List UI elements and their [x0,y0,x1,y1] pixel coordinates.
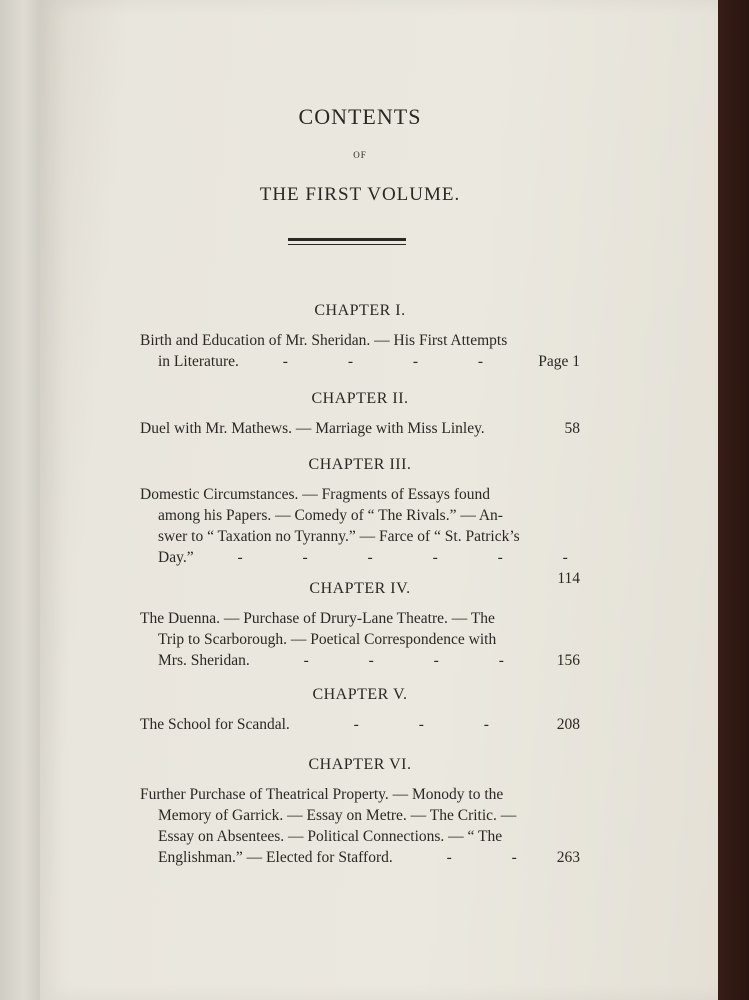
leader-dashes: - - - - - - [237,549,596,566]
chapter-heading: CHAPTER V. [312,686,408,703]
decorative-rule [288,238,406,246]
contents-subtitle: THE FIRST VOLUME. [259,184,461,205]
entry-line-last [140,351,580,372]
chapter-entry [140,608,580,671]
entry-line-last [140,650,580,671]
entry-line: Memory of Garrick. — Essay on Metre. — The Critic. — [158,807,517,824]
entry-line-text: Duel with Mr. Mathews. — Marriage with Miss Linley. [140,420,485,437]
chapter-heading: CHAPTER IV. [309,580,411,597]
chapter-entry [140,418,580,439]
entry-line: Birth and Education of Mr. Sheridan. — His First Attempts [140,332,508,349]
rule-thin-line [288,244,406,245]
page-number: 58 [564,420,580,437]
chapter-5 [140,686,580,735]
chapter-2 [140,390,580,439]
page-number: 114 [557,570,580,587]
page-number: 156 [556,652,580,669]
page-number: 208 [556,716,580,733]
chapter-heading: CHAPTER II. [311,390,409,407]
chapter-4 [140,580,580,671]
entry-line-text: Englishman.” — Elected for Stafford. [158,849,393,866]
entry-line: Further Purchase of Theatrical Property. — Monody to the [140,786,504,803]
entry-line: among his Papers. — Comedy of “ The Rivals.” — An- [158,507,503,524]
entry-line: The Duenna. — Purchase of Drury-Lane Theatre. — The [140,610,495,627]
page-number: 263 [556,849,580,866]
entry-line-text: in Literature. [158,353,239,370]
rule-thick-line [288,238,406,241]
chapter-entry [140,484,596,587]
chapter-entry [140,330,580,372]
entry-line-text: Mrs. Sheridan. [158,652,250,669]
entry-line-last [140,547,596,587]
entry-line: Domestic Circumstances. — Fragments of Essays found [140,486,490,503]
entry-line-text: The School for Scandal. [140,716,290,733]
chapter-heading: CHAPTER VI. [308,756,412,773]
entry-line-last [140,714,580,735]
leader-dashes: - - [446,849,545,866]
leader-dashes: - - - - [303,652,532,669]
chapter-1 [140,302,580,372]
chapter-heading: CHAPTER I. [314,302,406,319]
book-page [40,0,718,1000]
chapter-heading: CHAPTER III. [308,456,412,473]
entry-line: swer to “ Taxation no Tyranny.” — Farce of “ St. Patrick’s [158,528,520,545]
chapter-entry [140,784,580,868]
entry-line: Trip to Scarborough. — Poetical Correspondence with [158,631,497,648]
chapter-6 [140,756,580,868]
entry-line-last [140,418,580,439]
chapter-entry [140,714,580,735]
contents-of: OF [353,150,367,160]
leader-dashes: - - - [353,716,517,733]
chapter-3 [140,456,596,589]
entry-line-last [140,847,580,868]
page-number: Page 1 [538,353,580,370]
leader-dashes: - - - - [282,353,512,370]
entry-line: Essay on Absentees. — Political Connections. — “ The [158,828,503,845]
entry-line-text: Day.” [158,549,194,566]
contents-title: CONTENTS [298,104,422,129]
